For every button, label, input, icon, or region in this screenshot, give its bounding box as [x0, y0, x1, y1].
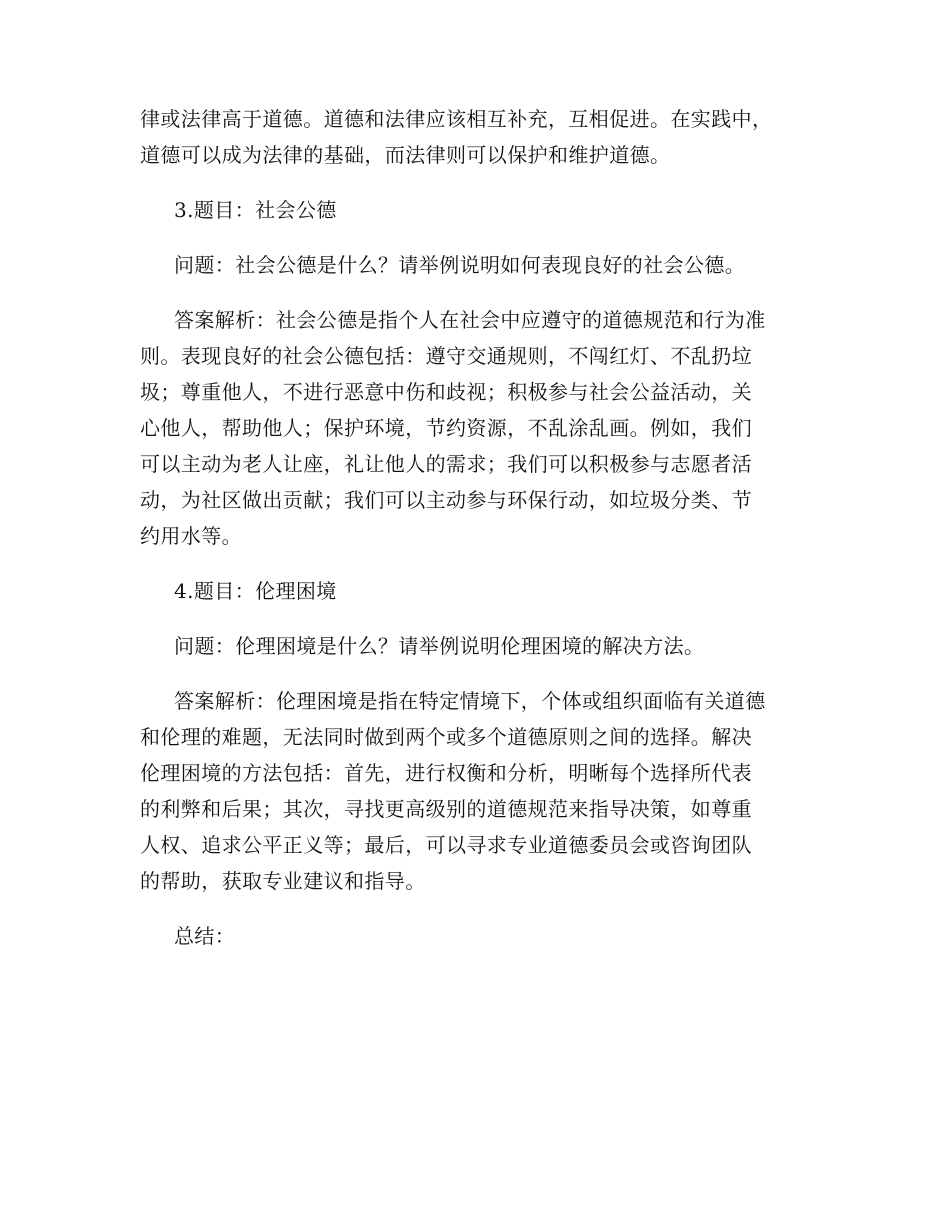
document-body: [140, 101, 826, 954]
text-line: 道德可以成为法律的基础，而法律则可以保护和维护道德。: [140, 143, 671, 167]
text-line: 和伦理的难题，无法同时做到两个或多个道德原则之间的选择。解决: [140, 725, 752, 749]
question-3: [140, 247, 826, 283]
text-line: 人权、追求公平正义等；最后，可以寻求专业道德委员会或咨询团队: [140, 833, 752, 857]
question-text: 问题：伦理困境是什么？请举例说明伦理困境的解决方法。: [174, 634, 705, 658]
text-line: 可以主动为老人让座，礼让他人的需求；我们可以积极参与志愿者活: [140, 452, 752, 476]
text-line: 圾；尊重他人，不进行恶意中伤和歧视；积极参与社会公益活动，关: [140, 380, 752, 404]
section-heading-4: [140, 573, 826, 609]
heading-text: 3.题目：社会公德: [174, 198, 337, 222]
text-line: 律或法律高于道德。道德和法律应该相互补充，互相促进。在实践中，: [140, 107, 773, 131]
text-line: 伦理困境的方法包括：首先，进行权衡和分析，明晰每个选择所代表: [140, 761, 752, 785]
text-line: 答案解析：社会公德是指个人在社会中应遵守的道德规范和行为准: [174, 308, 766, 332]
text-line: 的帮助，获取专业建议和指导。: [140, 869, 426, 893]
question-4: [140, 628, 826, 664]
paragraph-continuation: [140, 101, 826, 173]
heading-text: 总结：: [174, 924, 236, 948]
text-line: 的利弊和后果；其次，寻找更高级别的道德规范来指导决策，如尊重: [140, 797, 752, 821]
text-line: 约用水等。: [140, 524, 242, 548]
summary-heading: [140, 918, 826, 954]
question-text: 问题：社会公德是什么？请举例说明如何表现良好的社会公德。: [174, 253, 746, 277]
answer-4: [140, 683, 826, 899]
answer-3: [140, 302, 826, 554]
text-line: 则。表现良好的社会公德包括：遵守交通规则，不闯红灯、不乱扔垃: [140, 344, 752, 368]
text-line: 动，为社区做出贡献；我们可以主动参与环保行动，如垃圾分类、节: [140, 488, 752, 512]
text-line: 答案解析：伦理困境是指在特定情境下，个体或组织面临有关道德: [174, 689, 766, 713]
section-heading-3: [140, 192, 826, 228]
text-line: 心他人，帮助他人；保护环境，节约资源，不乱涂乱画。例如，我们: [140, 416, 752, 440]
heading-text: 4.题目：伦理困境: [174, 579, 337, 603]
